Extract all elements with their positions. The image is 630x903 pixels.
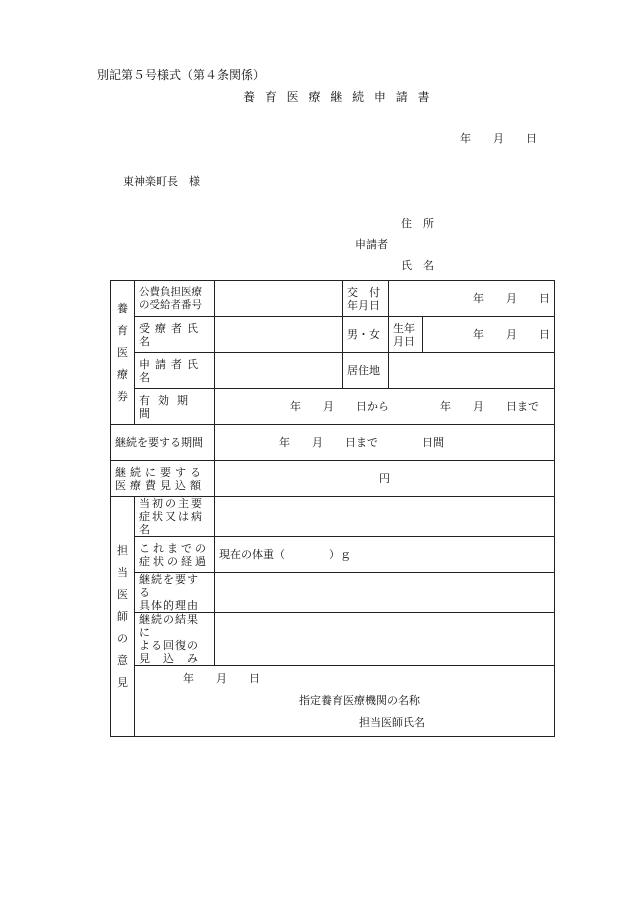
applicant-address-label: 住 所: [401, 217, 434, 230]
date-line: 年 月 日: [460, 132, 537, 145]
medical-ticket-group-label: 養 育 医 療 券: [111, 281, 135, 425]
validity-field[interactable]: [215, 389, 555, 425]
birth-date-label: 生年 月日: [389, 317, 423, 353]
progress-label: これまでの 症状の経過: [135, 537, 215, 573]
patient-name-label: 受療者氏名: [135, 317, 215, 353]
birth-date-field[interactable]: 年 月 日: [423, 317, 555, 353]
signature-date: 年 月 日: [183, 672, 260, 685]
patient-name-field[interactable]: [215, 317, 343, 353]
reason-label: 継続を要する 具体的理由: [135, 573, 215, 613]
institution-label: 指定養育医療機関の名称: [299, 694, 420, 707]
applicant-name-label: 氏 名: [401, 259, 434, 272]
initial-symptom-label: 当初の主要 症状又は病名: [135, 497, 215, 537]
progress-field[interactable]: 現在の体重（ ）ｇ: [215, 537, 555, 573]
outlook-label: 継続の結果に よる回復の 見 込 み: [135, 613, 215, 666]
form-title: 養 育 医 療 継 続 申 請 書: [243, 90, 433, 104]
sex-field[interactable]: 男・女: [343, 317, 389, 353]
validity-to: 年 月 日まで: [440, 400, 539, 413]
doctor-opinion-group-label: 担 当 医 師 の 意 見: [111, 497, 135, 737]
doctor-name-label: 担当医師氏名: [359, 716, 425, 729]
validity-from: 年 月 日から: [290, 400, 389, 413]
continue-period-field[interactable]: [215, 425, 555, 461]
applicant-label: 申請者: [355, 238, 388, 251]
form-reference: 別記第５号様式（第４条関係）: [97, 68, 266, 82]
cost-label: 継続に要する 医療費見込額: [111, 461, 215, 497]
public-number-field[interactable]: [215, 281, 343, 317]
reason-field[interactable]: [215, 573, 555, 613]
issue-date-label: 交 付 年月日: [343, 281, 389, 317]
doctor-signature-area[interactable]: [135, 666, 555, 737]
residence-field[interactable]: [389, 353, 555, 389]
applicant-name-table-label: 申請者氏名: [135, 353, 215, 389]
addressee: 東神楽町長 様: [123, 175, 200, 188]
outlook-field[interactable]: [215, 613, 555, 666]
applicant-name-field[interactable]: [215, 353, 343, 389]
residence-label: 居住地: [343, 353, 389, 389]
public-number-label: 公費負担医療 の受給者番号: [135, 281, 215, 317]
continue-period-value: 年 月 日まで 日間: [279, 436, 444, 449]
validity-label: 有効期間: [135, 389, 215, 425]
issue-date-field[interactable]: 年 月 日: [389, 281, 555, 317]
initial-symptom-field[interactable]: [215, 497, 555, 537]
continue-period-label: 継続を要する期間: [111, 425, 215, 461]
application-table: [110, 280, 555, 737]
cost-field[interactable]: 円: [215, 461, 555, 497]
